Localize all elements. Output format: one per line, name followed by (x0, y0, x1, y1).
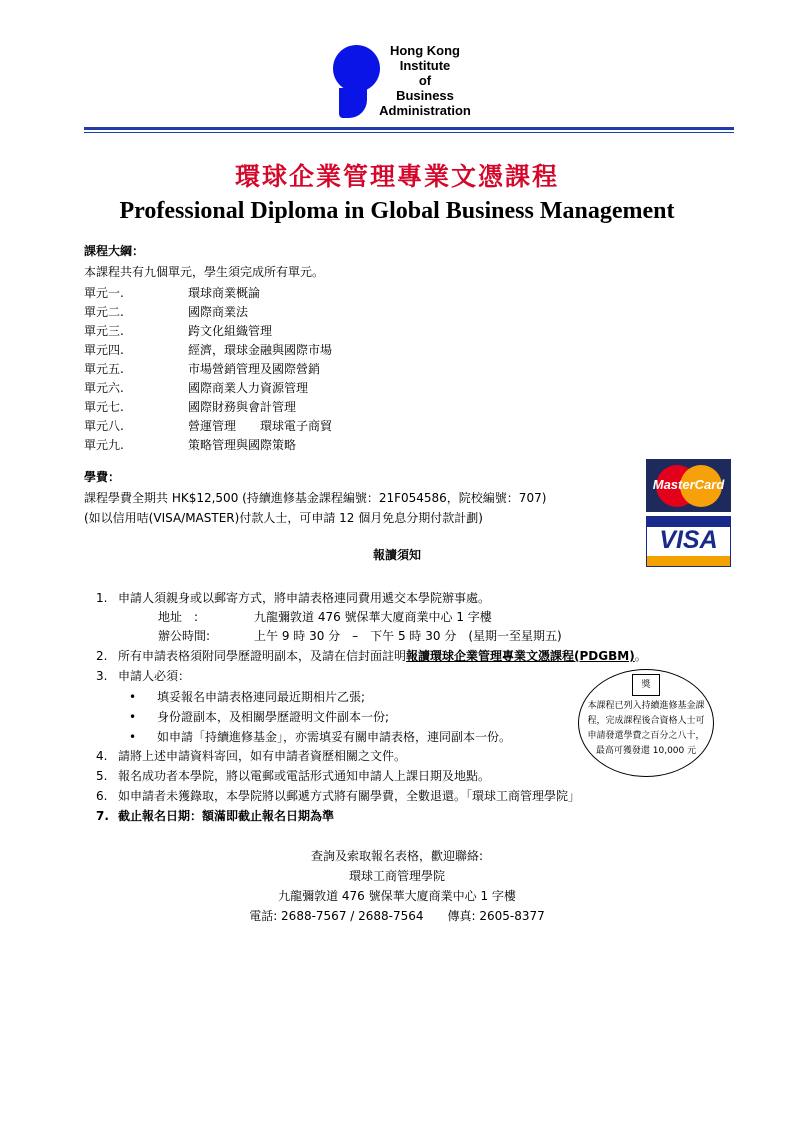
award-icon: 獎 (632, 674, 660, 696)
mastercard-logo (646, 459, 731, 512)
page-title-english: Professional Diploma in Global Business Management (119, 198, 675, 224)
contact-address: 九龍彌敦道 476 號保華大廈商業中心 1 字樓 (278, 889, 516, 903)
unit-name: 國際商業法 (188, 305, 249, 319)
unit-number: 單元七. (84, 400, 124, 414)
note-text: 申請人須親身或以郵寄方式，將申請表格連同費用遞交本學院辦事處。 (118, 591, 491, 605)
unit-row (84, 436, 296, 453)
fee-line: 課程學費全期共 HK$12,500 (持續進修基金課程編號：21F054586，院校編號：707) (84, 491, 547, 505)
note-number: 2. (96, 649, 108, 663)
unit-name: 經濟，環球金融與國際市場 (188, 343, 333, 357)
unit-number: 單元三. (84, 324, 124, 338)
note-item (96, 589, 490, 606)
requirement-bullet: • 身份證副本，及相關學歷證明文件副本一份; (129, 710, 390, 724)
note-text: 所有申請表格須附同學歷證明副本，及請在信封面註明 (118, 649, 407, 663)
address-value: 九龍彌敦道 476 號保華大廈商業中心 1 字樓 (254, 610, 492, 624)
unit-number: 單元九. (84, 438, 124, 452)
subsidy-note: 本課程已列入持續進修基金課程，完成課程後合資格人士可申請發還學費之百分之八十，最高可獲發還 10,000 元 (587, 701, 705, 756)
page-title-chinese: 環球企業管理專業文憑課程 (234, 162, 559, 191)
unit-number: 單元一. (84, 286, 124, 300)
org-name-logo (366, 43, 484, 118)
unit-number: 單元八. (84, 419, 124, 433)
hours-row (158, 627, 562, 644)
requirement-bullet: • 填妥報名申請表格連同最近期相片乙張; (129, 690, 366, 704)
note-text: 請將上述申請資料寄回，如有申請者資歷相關之文件。 (118, 749, 407, 763)
unit-row (84, 284, 260, 301)
note-item (96, 787, 580, 804)
note-text-suffix: 。 (634, 649, 647, 663)
note-number: 7. (96, 809, 109, 823)
note-number: 5. (96, 769, 108, 783)
unit-name: 跨文化組織管理 (188, 324, 273, 338)
hours-label: 辦公時間: (158, 629, 211, 643)
outline-intro: 本課程共有九個單元，學生須完成所有單元。 (84, 265, 325, 279)
address-label: 地址 : (158, 610, 199, 624)
note-text: 如申請者未獲錄取，本學院將以郵遞方式將有關學費，全數退還。「環球工商管理學院」 (118, 789, 581, 803)
unit-name: 策略管理與國際策略 (188, 438, 297, 452)
bullet-text: 身份證副本，及相關學歷證明文件副本一份; (157, 710, 390, 724)
unit-number: 單元六. (84, 381, 124, 395)
unit-name: 市場營銷管理及國際營銷 (188, 362, 321, 376)
contact-org: 環球工商管理學院 (348, 869, 445, 883)
bullet-text: 填妥報名申請表格連同最近期相片乙張; (157, 690, 366, 704)
contact-intro: 查詢及索取報名表格，歡迎聯絡: (310, 849, 484, 863)
outline-heading: 課程大綱： (84, 244, 145, 258)
unit-name: 國際財務與會計管理 (188, 400, 297, 414)
header-rule-thin (84, 132, 734, 133)
org-name-line: Administration (379, 103, 471, 118)
unit-number: 單元五. (84, 362, 124, 376)
note-number: 4. (96, 749, 108, 763)
fee-installment-note: (如以信用咭(VISA/MASTER)付款人士，可申請 12 個月免息分期付款計劃) (84, 511, 483, 525)
unit-number: 單元四. (84, 343, 124, 357)
contact-phone-fax: 電話: 2688-7567 / 2688-7564 傳真: 2605-8377 (249, 909, 545, 923)
bullet-text: 如申請「持續進修基金」，亦需填妥有關申請表格，連同副本一份。 (157, 730, 512, 744)
unit-name: 環球商業概論 (188, 286, 261, 300)
mastercard-label: MasterCard (652, 477, 725, 492)
note-item (96, 647, 647, 664)
note-emphasis: 報讀環球企業管理專業文憑課程(PDGBM) (406, 649, 635, 663)
note-item (96, 747, 406, 764)
logo-tail (339, 88, 367, 118)
note-item (96, 667, 190, 684)
org-name-line: Business (396, 88, 454, 103)
fee-heading: 學費： (84, 470, 121, 484)
note-number: 3. (96, 669, 108, 683)
unit-row (84, 398, 296, 415)
note-number: 1. (96, 591, 108, 605)
visa-label: VISA (659, 526, 718, 554)
unit-name: 國際商業人力資源管理 (188, 381, 309, 395)
unit-name: 營運管理 環球電子商貿 (188, 419, 333, 433)
org-name-line: Institute (399, 58, 451, 73)
note-text: 報名成功者本學院，將以電郵或電話形式通知申請人上課日期及地點。 (118, 769, 491, 783)
hours-value: 上午 9 時 30 分 – 下午 5 時 30 分 (星期一至星期五) (254, 629, 562, 643)
unit-number: 單元二. (84, 305, 124, 319)
header-rule (84, 127, 734, 130)
unit-row (84, 322, 272, 339)
org-name-line: Hong Kong (389, 43, 461, 58)
note-item-deadline (96, 807, 334, 824)
org-name-line: of (418, 73, 432, 88)
unit-row (84, 379, 308, 396)
note-text: 申請人必須： (118, 669, 191, 683)
unit-row (84, 360, 320, 377)
requirement-bullet: • 如申請「持續進修基金」，亦需填妥有關申請表格，連同副本一份。 (129, 730, 512, 744)
address-row (158, 608, 492, 625)
notes-heading: 報讀須知 (372, 548, 421, 562)
note-item (96, 767, 490, 784)
unit-row (84, 341, 332, 358)
note-text: 截止報名日期：額滿即截止報名日期為準 (118, 809, 335, 823)
unit-row (84, 303, 248, 320)
note-number: 6. (96, 789, 108, 803)
unit-row (84, 417, 332, 434)
